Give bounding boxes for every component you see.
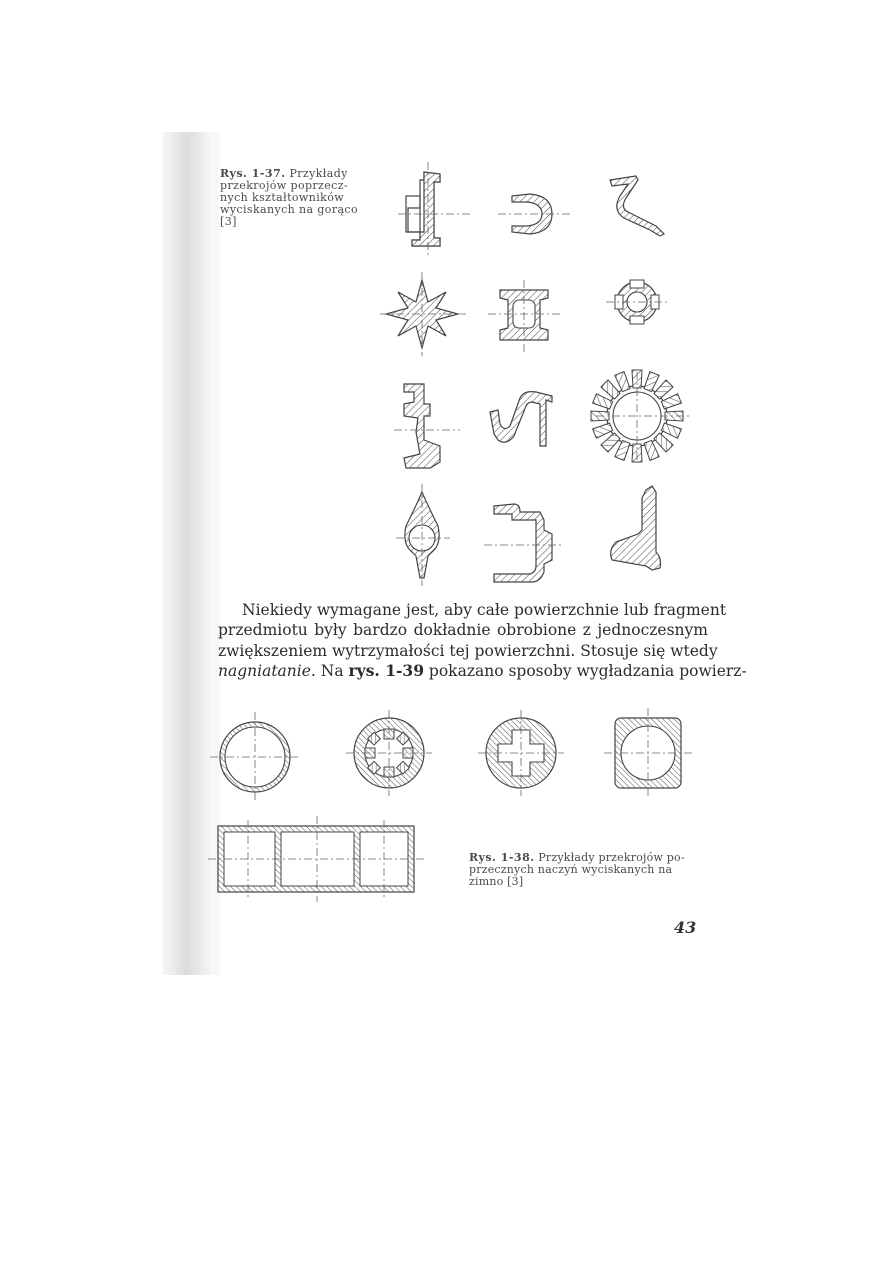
paragraph-line: przedmiotu były bardzo dokładnie obrobione z jednoczesnym	[218, 621, 708, 640]
profile-stepped-section	[394, 384, 460, 468]
paragraph-line: zwiększeniem wytrzymałości tej powierzchni. Stosuje się wtedy	[218, 641, 718, 660]
figure-1-38-caption: Rys. 1-38. Przykłady przekrojów po- przecznych naczyń wyciskanych na zimno [3]	[469, 851, 685, 888]
profile-u-section	[498, 194, 572, 234]
vessel-three-chamber-section	[208, 816, 424, 902]
vessel-square-section	[604, 708, 692, 798]
profile-bracket-section	[484, 504, 562, 582]
page-number: 43	[674, 918, 697, 937]
paragraph-line: nagniatanie. Na rys. 1-39 pokazano sposoby wygładzania powierz-	[218, 661, 747, 681]
profile-gear-section	[591, 370, 690, 462]
profile-s-section	[490, 392, 552, 446]
profile-tube-finned-section	[396, 484, 450, 586]
term-italic: nagniatanie.	[218, 662, 316, 681]
profile-ring-notched-section	[606, 280, 670, 324]
vessel-tube-section	[210, 712, 300, 802]
paragraph-line: Niekiedy wymagane jest, aby całe powierzchnie lub fragment	[242, 601, 727, 619]
vessel-splined-section	[346, 710, 432, 796]
figure-1-37-label: Rys. 1-37.	[220, 167, 286, 180]
figure-1-38-label: Rys. 1-38.	[469, 851, 535, 864]
figure-reference: rys. 1-39	[348, 661, 424, 681]
profile-i-section	[488, 280, 562, 352]
profile-star-section	[380, 272, 466, 356]
body-paragraph	[218, 600, 747, 682]
profile-z-section	[610, 176, 664, 236]
figure-1-37-caption: Rys. 1-37. Przykłady przekrojów poprzecz- nych kształtowników wyciskanych na gorąco [3]	[220, 167, 359, 228]
vessel-cross-section	[478, 710, 564, 796]
profile-hat-section	[406, 172, 440, 246]
profile-t-angle-section	[611, 486, 661, 570]
